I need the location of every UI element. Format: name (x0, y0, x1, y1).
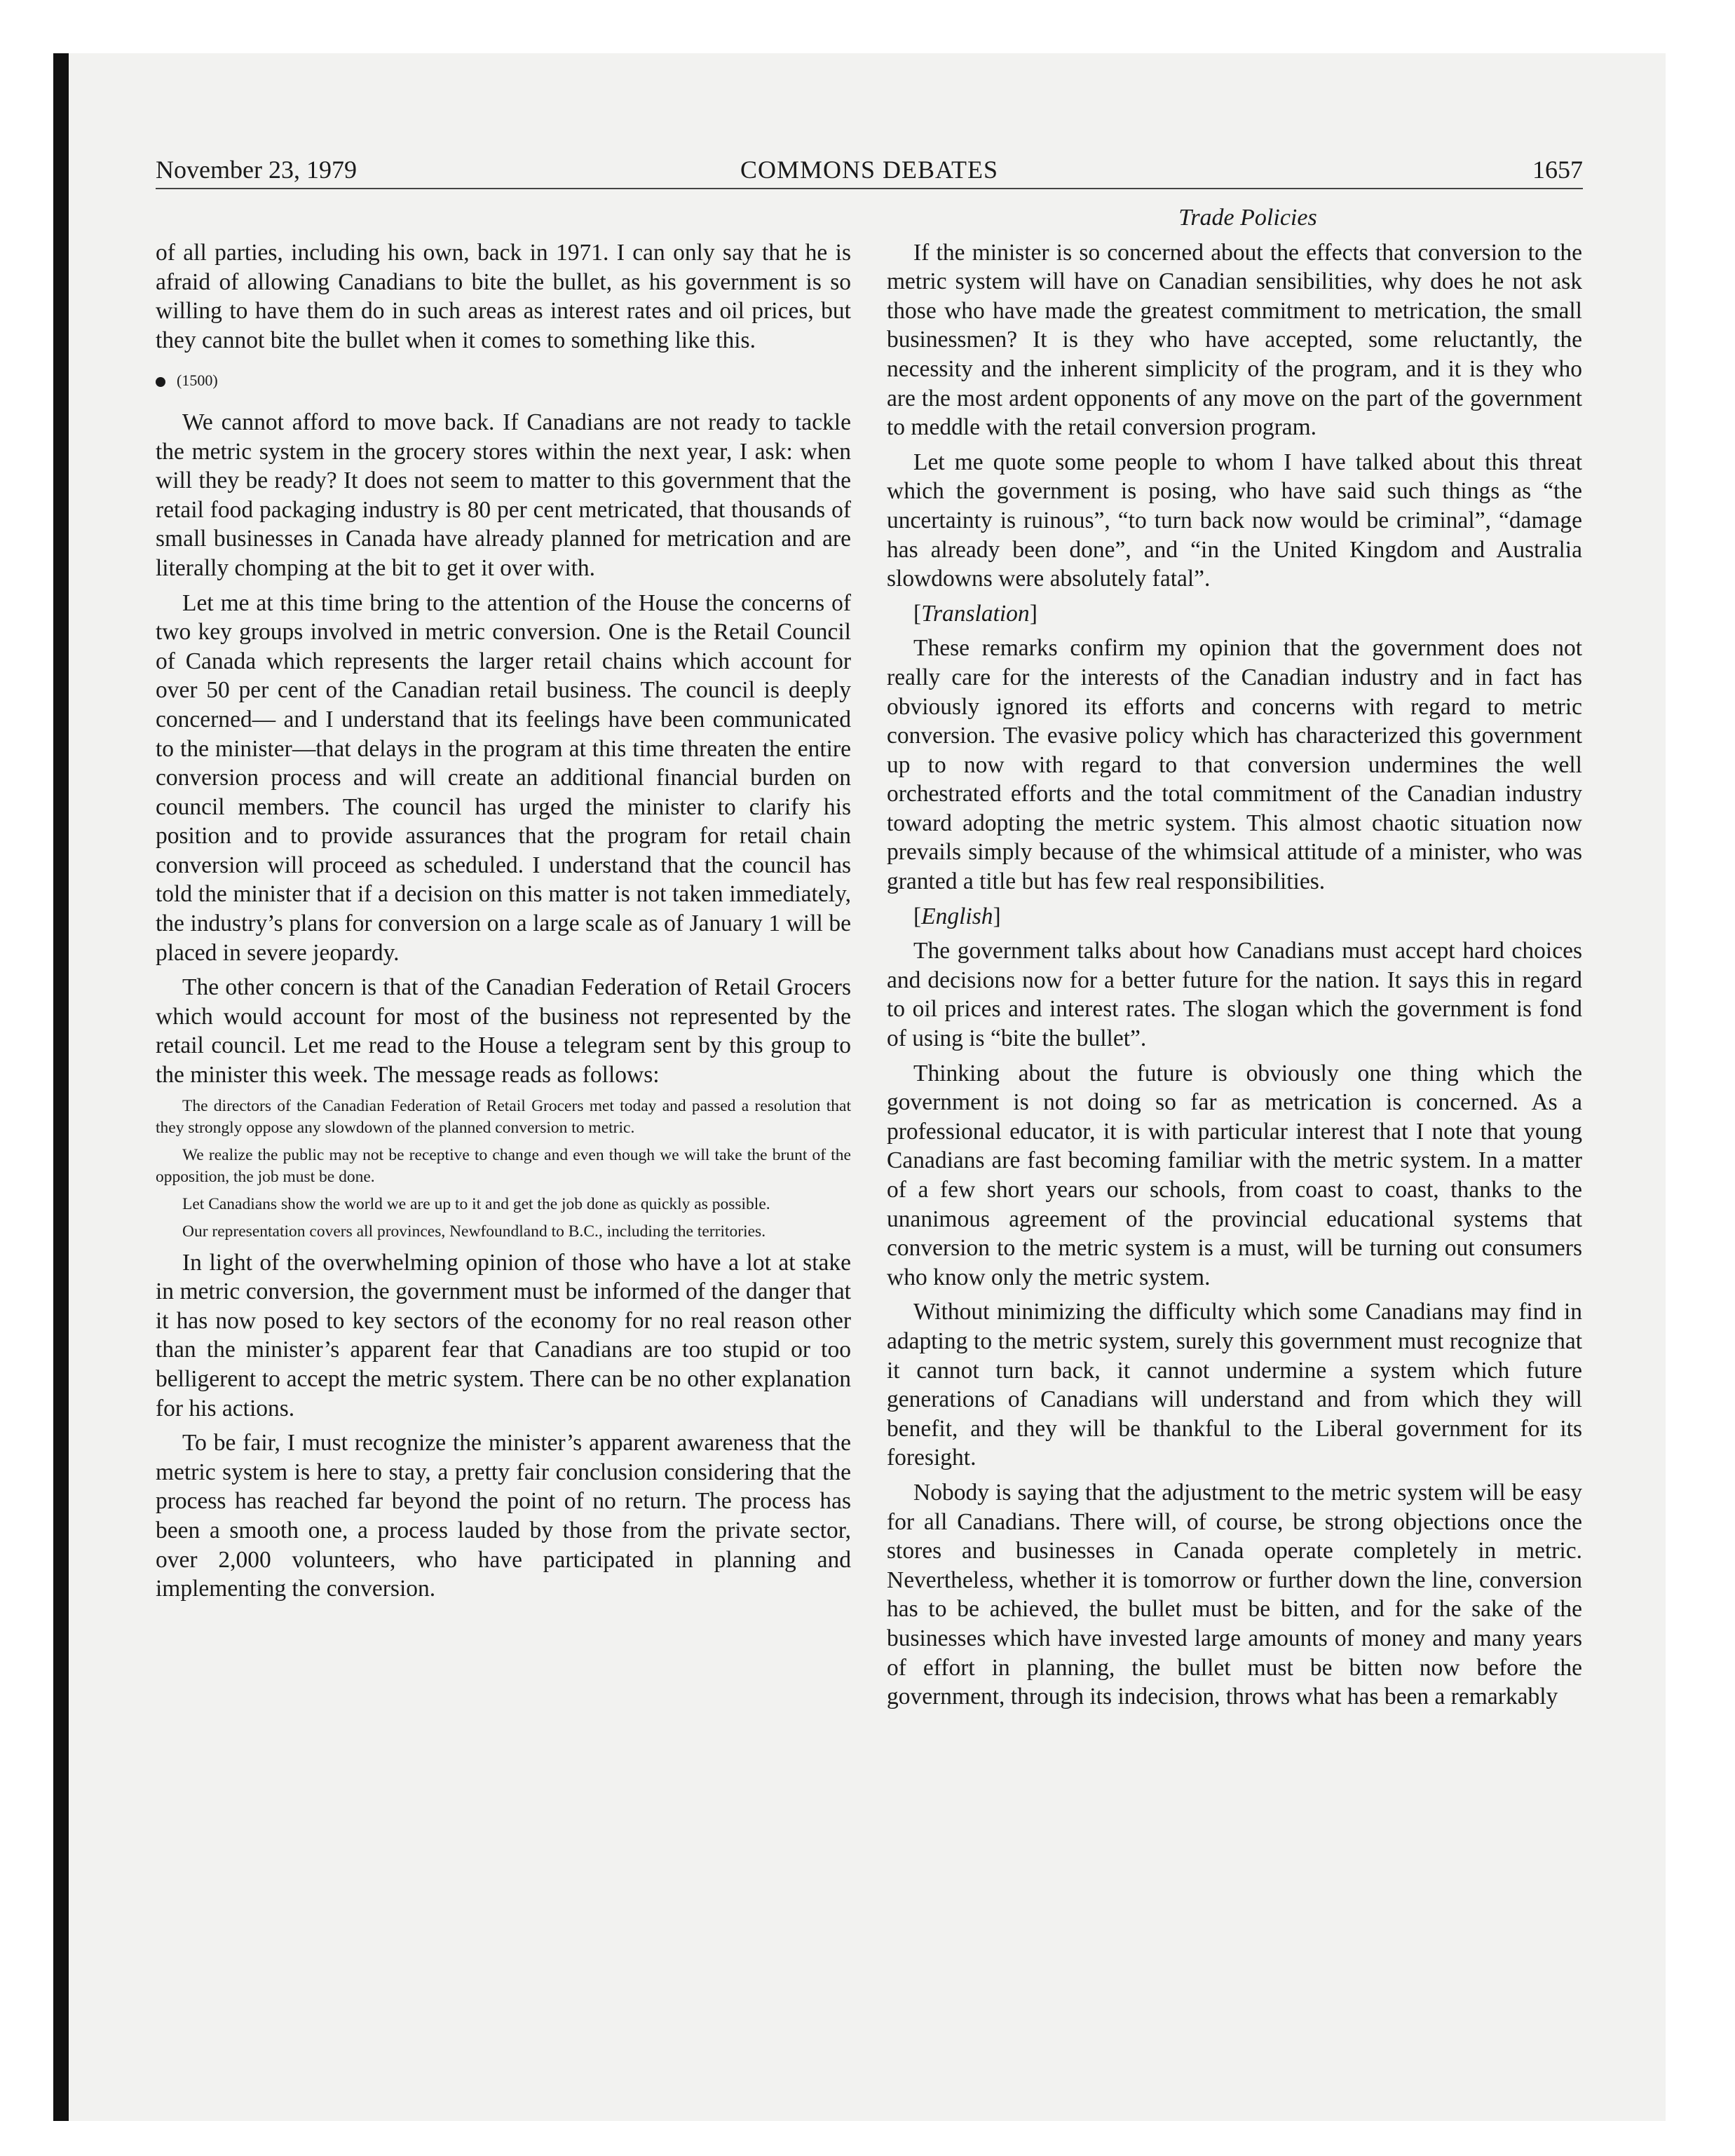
right-column (887, 203, 1582, 1717)
paragraph: If the minister is so concerned about the effects that conversion to the metric system will have on Canadian sensibilities, why does he not ask those who have made the greatest commitment to metrication, the small businessmen? It is they who have accepted, some reluctantly, the necessity and the inherent simplicity of the program, and it is they who are the most ardent opponents of any move on the part of the government to meddle with the retail conversion program. (887, 239, 1582, 441)
paragraph: The government talks about how Canadians must accept hard choices and decisions now for a better future for the nation. It says this in regard to oil prices and interest rates. The slogan which the government is fond of using is “bite the bullet”. (887, 938, 1582, 1052)
scan-edge-shadow (53, 53, 69, 2121)
paragraph: To be fair, I must recognize the minister’s apparent awareness that the metric system is here to stay, a pretty fair conclusion considering that the process has reached far beyond the point of no return. The process has been a smooth one, a process lauded by those from the private sector, over 2,000 volunteers, who have participated in planning and implementing the conversion. (156, 1430, 851, 1602)
page-header (156, 154, 1583, 189)
language-tag: [English] (913, 903, 1001, 929)
paragraph: Thinking about the future is obviously one thing which the government is not doing so far as metrication is concerned. As a professional educator, it is with particular interest that I note that young Canadians are fast becoming familiar with the metric system. In a matter of a few short years our schools, from coast to coast, thanks to the unanimous agreement of the provincial educational systems that conversion to the metric system is a must, will be turning out consumers who know only the metric system. (887, 1060, 1582, 1290)
page-number: 1657 (1532, 156, 1583, 184)
time-marker-text: (1500) (177, 371, 218, 390)
time-marker (156, 366, 851, 395)
paragraph: The other concern is that of the Canadian Federation of Retail Grocers which would account for most of the business not represented by the retail council. Let me read to the House a telegram sent by this group to the minister this week. The message reads as follows: (156, 974, 851, 1089)
left-column (156, 238, 851, 1609)
telegram-quote: The directors of the Canadian Federation of Retail Grocers met today and passed a resolution that they strongly oppose any slowdown of the planned conversion to metric. (156, 1096, 851, 1137)
bullet-dot-icon (156, 377, 165, 387)
language-tag: [Translation] (913, 600, 1037, 627)
telegram-quote: We realize the public may not be receptive to change and even though we will take the brunt of the opposition, the job must be done. (156, 1145, 851, 1186)
paragraph: of all parties, including his own, back in 1971. I can only say that he is afraid of allowing Canadians to bite the bullet, as his government is so willing to have them do in such areas as interest rates and oil prices, but they cannot bite the bullet when it comes to something like this. (156, 240, 851, 353)
paragraph: These remarks confirm my opinion that the government does not really care for the interests of the Canadian industry and in fact has obviously ignored its efforts and concerns with regard to metric conversion. The evasive policy which has characterized this government up to now with regard to that conversion undermines the well orchestrated efforts and the total commitment of the Canadian industry toward adopting the metric system. This almost chaotic situation now prevails simply because of the whimsical attitude of a minister, who was granted a title but has few real responsibilities. (887, 635, 1582, 895)
paragraph: Let me at this time bring to the attention of the House the concerns of two key groups involved in metric conversion. One is the Retail Council of Canada which represents the larger retail chains which account for over 50 per cent of the Canadian retail business. The council is deeply concerned— and I understand that its feelings have been communicated to the minister—that delays in the program at this time threaten the entire conversion process and will create an additional financial burden on council members. The council has urged the minister to clarify his position and to provide assurances that the program for retail chain conversion will proceed as scheduled. I understand that the council has told the minister that if a decision on this matter is not taken immediately, the industry’s plans for conversion on a large scale as of January 1 will be placed in severe jeopardy. (156, 589, 851, 966)
paragraph: We cannot afford to move back. If Canadians are not ready to tackle the metric system in the grocery stores within the next year, I ask: when will they be ready? It does not seem to matter to this government that the retail food packaging industry is 80 per cent metricated, that thousands of small businesses in Canada have already planned for metrication and are literally chomping at the bit to get it over with. (156, 409, 851, 581)
telegram-quote: Our representation covers all provinces, Newfoundland to B.C., including the territories. (182, 1222, 766, 1241)
paragraph: In light of the overwhelming opinion of those who have a lot at stake in metric conversion, the government must be informed of the danger that it has now posed to key sectors of the economy for no real reason other than the minister’s apparent fear that Canadians are too stupid or too belligerent to accept the metric system. There can be no other explanation for his actions. (156, 1249, 851, 1421)
paragraph: Let me quote some people to whom I have talked about this threat which the government is posing, who have said such things as “the uncertainty is ruinous”, “to turn back now would be criminal”, “damage has already been done”, and “in the United Kingdom and Australia slowdowns were absolutely fatal”. (887, 449, 1582, 592)
paragraph: Nobody is saying that the adjustment to the metric system will be easy for all Canadians. There will, of course, be strong objections once the stores and businesses in Canada operate completely in metric. Nevertheless, whether it is tomorrow or further down the line, conversion has to be achieved, the bullet must be bitten, and for the sake of the businesses which have invested large amounts of money and many years of effort in planning, the bullet must be bitten now before the government, through its indecision, throws what has been a remarkably (887, 1479, 1582, 1710)
language-tag-text: Translation (921, 600, 1030, 627)
header-date: November 23, 1979 (156, 156, 357, 184)
header-title: COMMONS DEBATES (740, 156, 999, 184)
paragraph: Without minimizing the difficulty which some Canadians may find in adapting to the metric system, surely this government must recognize that it cannot turn back, it cannot undermine a system which future generations of Canadians will understand and from which they will benefit, and they will be thankful to the Liberal government for its foresight. (887, 1299, 1582, 1471)
section-subhead: Trade Policies (1178, 205, 1317, 231)
telegram-quote: Let Canadians show the world we are up to it and get the job done as quickly as possible. (182, 1194, 770, 1213)
language-tag-text: English (921, 903, 993, 929)
